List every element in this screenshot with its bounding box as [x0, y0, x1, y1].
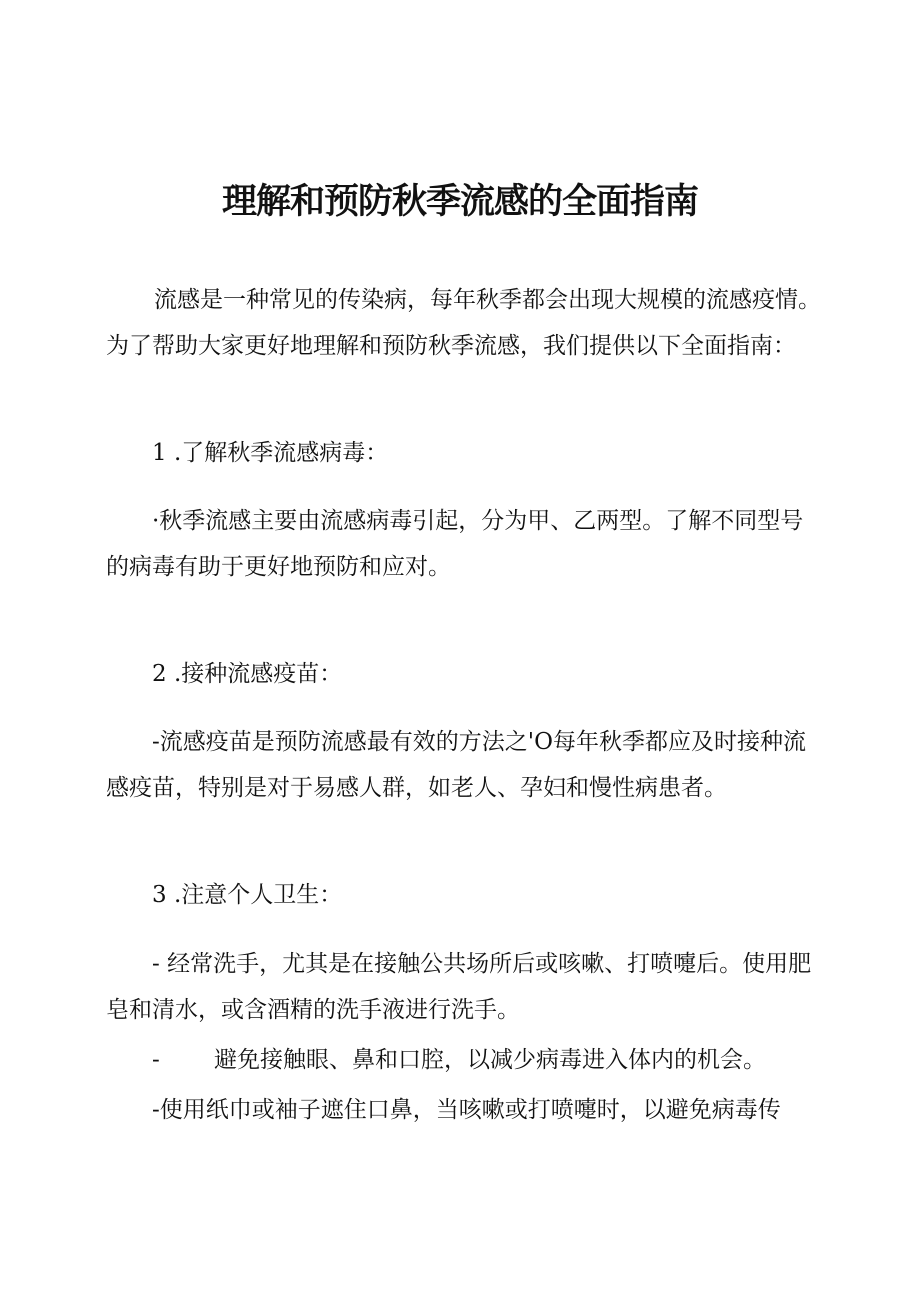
- section-3-item-1-line-1: - 经常洗手，尤其是在接触公共场所后或咳嗽、打喷嚏后。使用肥: [152, 951, 812, 977]
- section-2-line-1: -流感疫苗是预防流感最有效的方法之'O每年秋季都应及时接种流: [152, 729, 806, 755]
- bullet-dash: -: [152, 1047, 160, 1073]
- section-1-line-2: 的病毒有助于更好地预防和应对。: [106, 554, 451, 580]
- intro-line-2: 为了帮助大家更好地理解和预防秋季流感，我们提供以下全面指南：: [106, 333, 796, 359]
- section-1-heading: 1 .了解秋季流感病毒：: [152, 440, 389, 466]
- section-2-line-2: 感疫苗，特别是对于易感人群，如老人、孕妇和慢性病患者。: [106, 775, 727, 801]
- section-1-line-1: ·秋季流感主要由流感病毒引起，分为甲、乙两型。了解不同型号: [152, 508, 804, 534]
- section-3-item-3-line-1: -使用纸巾或袖子遮住口鼻，当咳嗽或打喷嚏时，以避免病毒传: [152, 1097, 781, 1123]
- section-2-heading: 2 .接种流感疫苗：: [152, 661, 343, 687]
- page-title: 理解和预防秋季流感的全面指南: [221, 182, 698, 222]
- intro-line-1: 流感是一种常见的传染病，每年秋季都会出现大规模的流感疫情。: [154, 287, 821, 313]
- section-3-item-2-text: 避免接触眼、鼻和口腔，以减少病毒进入体内的机会。: [214, 1047, 766, 1073]
- section-3-item-1-line-2: 皂和清水，或含酒精的洗手液进行洗手。: [106, 997, 520, 1023]
- section-3-heading: 3 .注意个人卫生：: [152, 882, 343, 908]
- section-3-item-2: [152, 1043, 766, 1077]
